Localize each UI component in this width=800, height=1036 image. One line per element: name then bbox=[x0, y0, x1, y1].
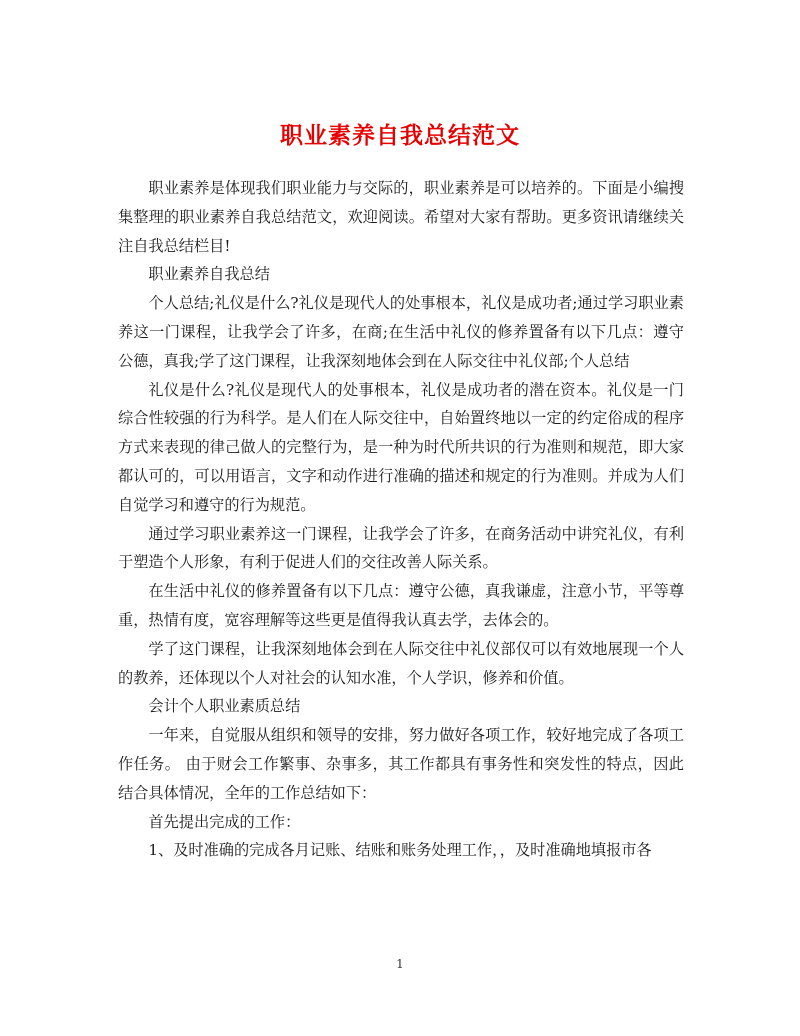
body-paragraph: 一年来，自觉服从组织和领导的安排，努力做好各项工作，较好地完成了各项工作任务。 由于财会工作繁事、杂事多，其工作都具有事务性和突发性的特点，因此结合具体情况，全年的工作总结如下： bbox=[118, 726, 684, 802]
intro-paragraph: 职业素养是体现我们职业能力与交际的，职业素养是可以培养的。下面是小编搜集整理的职业素养自我总结范文，欢迎阅读。希望对大家有帮助。更多资讯请继续关注自我总结栏目! bbox=[118, 179, 684, 255]
document-title: 职业素养自我总结范文 bbox=[280, 122, 520, 150]
body-paragraph: 礼仪是什么?礼仪是现代人的处事根本，礼仪是成功者的潜在资本。礼仪是一门综合性较强的行为科学。是人们在人际交往中，自始置终地以一定的约定俗成的程序方式来表现的律己做人的完整行为，是一种为时代所共识的行为准则和规范，即大家都认可的，可以用语言，文字和动作进行准确的描述和规定的行为准则。并成为人们自觉学习和遵守的行为规范。 bbox=[118, 380, 684, 514]
document-body bbox=[118, 174, 684, 865]
body-paragraph: 通过学习职业素养这一门课程，让我学会了许多，在商务活动中讲究礼仪，有利于塑造个人形象，有利于促进人们的交往改善人际关系。 bbox=[118, 524, 684, 572]
body-paragraph: 个人总结;礼仪是什么?礼仪是现代人的处事根本，礼仪是成功者;通过学习职业素养这一门课程，让我学会了许多，在商;在生活中礼仪的修养置备有以下几点：遵守公德，真我;学了这门课程，让我深刻地体会到在人际交往中礼仪部;个人总结 bbox=[118, 294, 684, 370]
body-paragraph: 学了这门课程，让我深刻地体会到在人际交往中礼仪部仅可以有效地展现一个人的教养，还体现以个人对社会的认知水准，个人学识，修养和价值。 bbox=[118, 639, 684, 687]
body-paragraph: 首先提出完成的工作： bbox=[148, 812, 301, 831]
body-paragraph: 在生活中礼仪的修养置备有以下几点：遵守公德，真我谦虚，注意小节，平等尊重，热情有度，宽容理解等这些更是值得我认真去学，去体会的。 bbox=[118, 582, 684, 629]
section-heading-self-summary: 职业素养自我总结 bbox=[148, 265, 270, 284]
body-paragraph: 1、及时准确的完成各月记账、结账和账务处理工作，，及时准确地填报市各 bbox=[148, 841, 652, 860]
section-heading-accounting-summary: 会计个人职业素质总结 bbox=[148, 697, 301, 716]
page-number: 1 bbox=[396, 957, 404, 971]
